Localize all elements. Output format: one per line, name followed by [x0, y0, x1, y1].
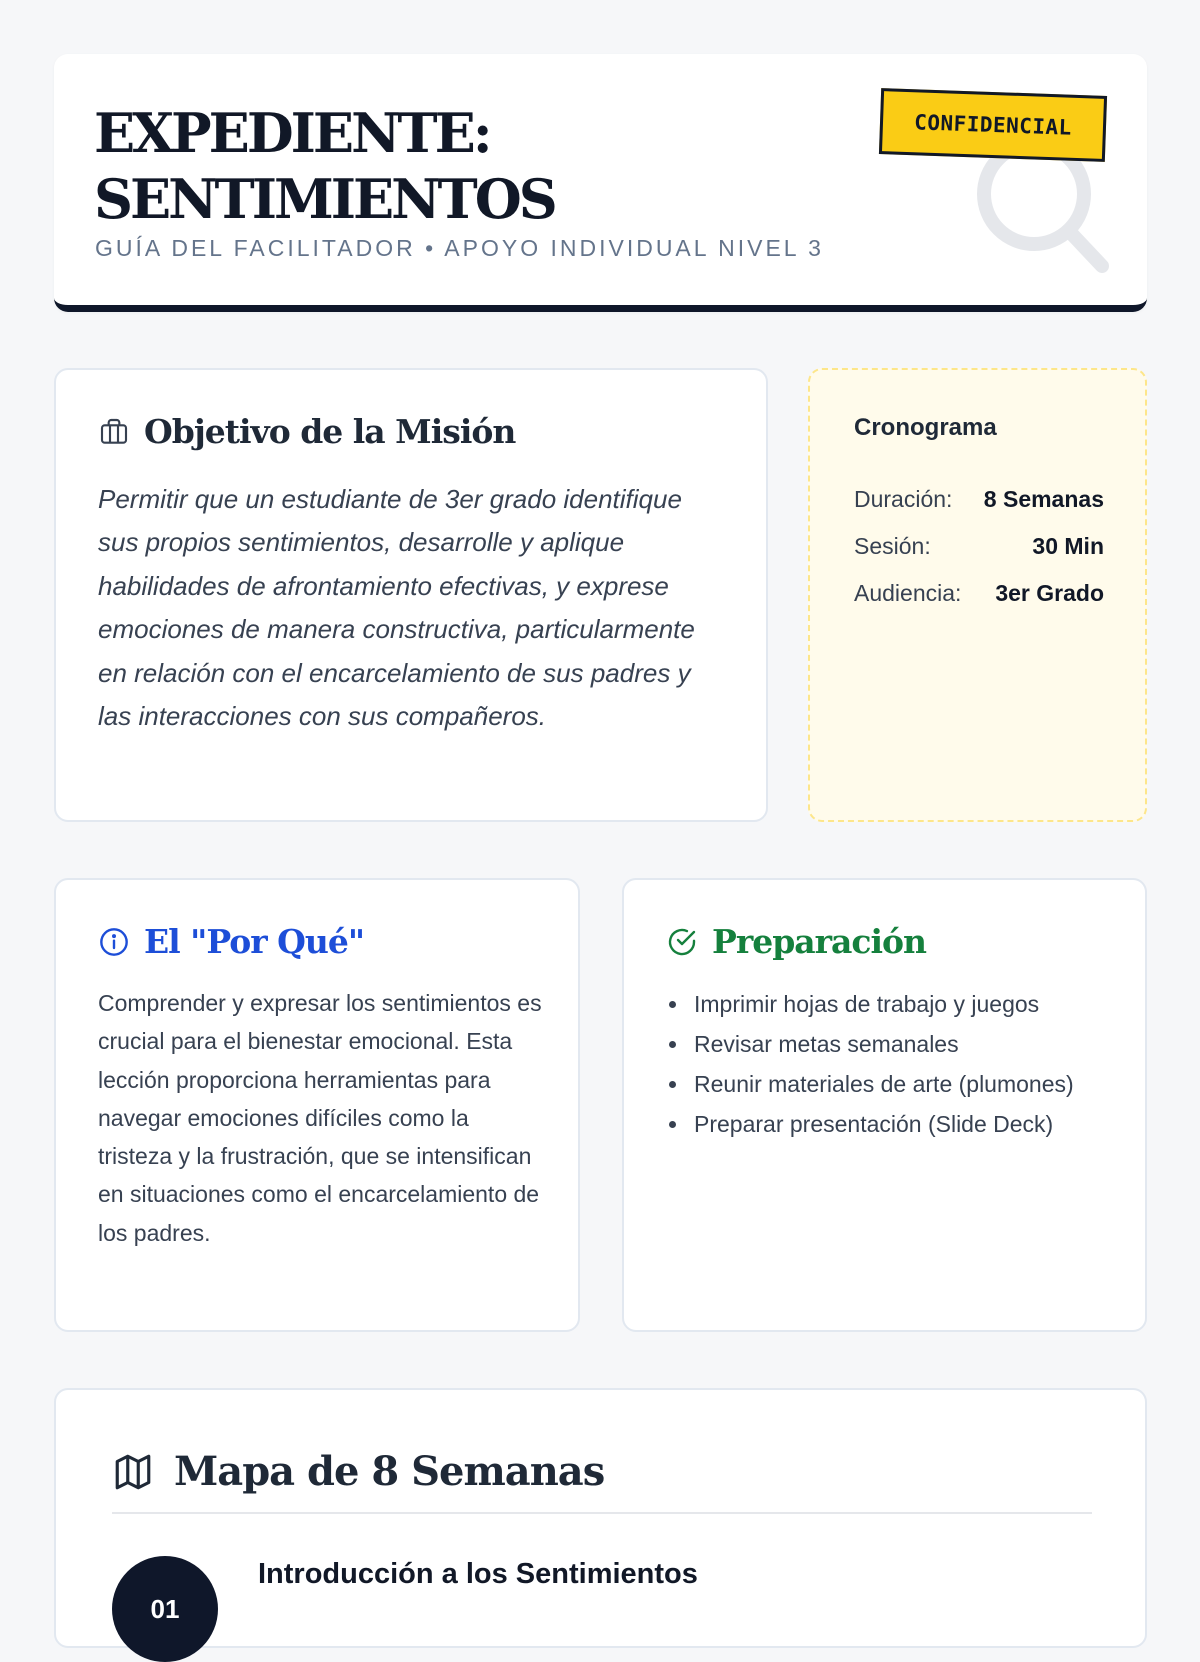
prep-card	[622, 878, 1147, 1332]
prep-list	[666, 984, 1126, 1144]
schedule-value: 3er Grado	[995, 580, 1104, 606]
list-item: Revisar metas semanales	[666, 1024, 1126, 1064]
page-title-line1: EXPEDIENTE:	[94, 101, 490, 165]
map-title: Mapa de 8 Semanas	[174, 1448, 605, 1495]
schedule-title: Cronograma	[854, 414, 997, 441]
prep-title: Preparación	[712, 922, 927, 961]
why-body: Comprender y expresar los sentimientos es crucial para el bienestar emocional. Esta lección proporciona herramientas para navegar emociones difíciles como la tristeza y la frustración, que se intensifican en situaciones como el encarcelamiento de los padres.	[98, 990, 542, 1246]
mission-title: Objetivo de la Misión	[144, 412, 516, 451]
check-circle-icon	[666, 926, 698, 958]
why-heading	[98, 922, 364, 961]
list-item: Imprimir hojas de trabajo y juegos	[666, 984, 1126, 1024]
mission-body: Permitir que un estudiante de 3er grado identifique sus propios sentimientos, desarrolle y aplique habilidades de afrontamiento efectivas, y exprese emociones de manera constructiva, particularmente en relación con el encarcelamiento de sus padres y las interacciones con sus compañeros.	[98, 484, 695, 732]
schedule-label: Duración:	[854, 486, 953, 512]
briefcase-icon	[98, 416, 130, 448]
divider	[112, 1512, 1092, 1514]
info-icon	[98, 926, 130, 958]
schedule-value: 30 Min	[1032, 533, 1104, 559]
page-title-line2: SENTIMIENTOS	[94, 167, 555, 231]
confidential-stamp: CONFIDENCIAL	[879, 88, 1107, 162]
schedule-row-duration	[854, 476, 1104, 523]
schedule-row-audience	[854, 570, 1104, 617]
schedule-card	[808, 368, 1147, 822]
list-item: Reunir materiales de arte (plumones)	[666, 1064, 1126, 1104]
schedule-rows	[854, 476, 1104, 617]
mission-heading	[98, 412, 515, 451]
map-heading	[112, 1448, 604, 1495]
map-card	[54, 1388, 1147, 1648]
map-icon	[112, 1451, 154, 1493]
prep-heading	[666, 922, 926, 961]
header-card	[54, 54, 1147, 312]
schedule-value: 8 Semanas	[983, 486, 1104, 512]
schedule-row-session	[854, 523, 1104, 570]
week-title: Introducción a los Sentimientos	[258, 1558, 698, 1590]
schedule-label: Sesión:	[854, 533, 931, 559]
week-number-badge: 01	[112, 1556, 218, 1662]
page-subtitle: GUÍA DEL FACILITADOR • APOYO INDIVIDUAL NIVEL 3	[95, 235, 824, 261]
page-title	[94, 100, 794, 232]
schedule-label: Audiencia:	[854, 580, 962, 606]
why-card	[54, 878, 580, 1332]
mission-card	[54, 368, 768, 822]
why-title: El "Por Qué"	[144, 922, 365, 961]
list-item: Preparar presentación (Slide Deck)	[666, 1104, 1126, 1144]
